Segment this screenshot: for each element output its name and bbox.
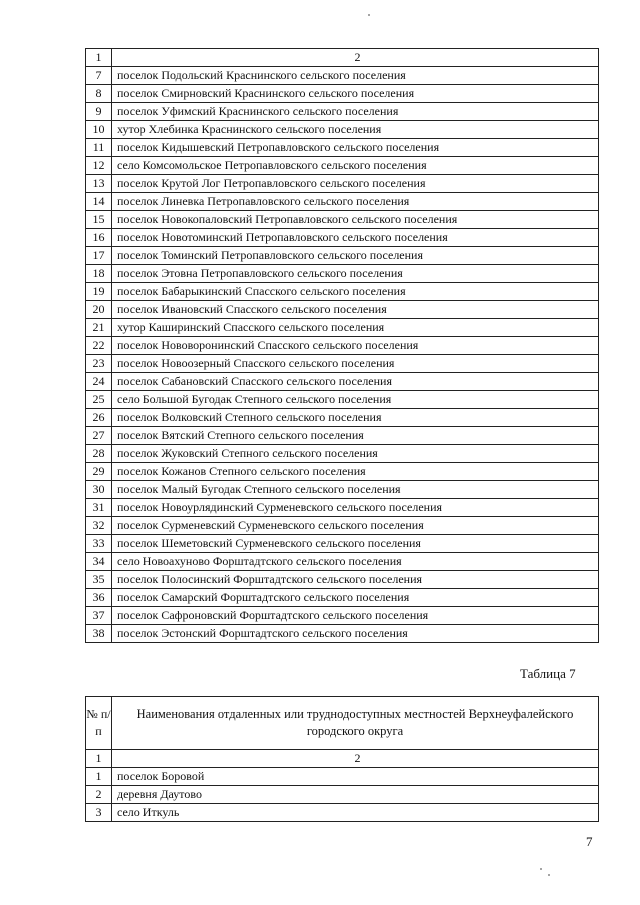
row-number-cell: 11 [86,139,112,157]
table-row [86,445,599,463]
table-row [86,355,599,373]
locality-name-cell: поселок Сафроновский Форштадтского сельского поселения [112,607,599,625]
locality-name-cell: поселок Полосинский Форштадтского сельского поселения [112,571,599,589]
table-row [86,301,599,319]
table-row [86,625,599,643]
locality-name-cell: село Иткуль [112,804,599,822]
row-number-cell: 19 [86,283,112,301]
table-column-number-row [86,49,599,67]
table-row [86,67,599,85]
table-row [86,139,599,157]
locality-name-cell: поселок Самарский Форштадтского сельского поселения [112,589,599,607]
row-number-cell: 12 [86,157,112,175]
row-number-cell: 28 [86,445,112,463]
table-row [86,553,599,571]
table-row [86,193,599,211]
table-row [86,373,599,391]
row-number-cell: 32 [86,517,112,535]
row-number-cell: 9 [86,103,112,121]
row-number-cell: 36 [86,589,112,607]
locality-name-cell: поселок Нововоронинский Спасского сельского поселения [112,337,599,355]
locality-name-cell: поселок Волковский Степного сельского поселения [112,409,599,427]
page-number: 7 [586,834,593,849]
locality-name-cell: поселок Бабарыкинский Спасского сельского поселения [112,283,599,301]
row-number-cell: 34 [86,553,112,571]
row-number-cell: 23 [86,355,112,373]
table-7-caption: Таблица 7 [520,666,576,681]
table-row [86,175,599,193]
row-number-cell: 3 [86,804,112,822]
table-row [86,517,599,535]
locality-name-cell: поселок Жуковский Степного сельского поселения [112,445,599,463]
table-7 [85,696,599,822]
table-row [86,499,599,517]
row-number-cell: 20 [86,301,112,319]
row-number-cell: 17 [86,247,112,265]
table-row [86,589,599,607]
locality-name-cell: поселок Кожанов Степного сельского поселения [112,463,599,481]
locality-name-cell: поселок Шеметовский Сурменевского сельского поселения [112,535,599,553]
scan-speck [548,874,550,876]
column-number-2: 2 [112,49,599,67]
table-header-row [86,697,599,750]
locality-name-cell: поселок Сурменевский Сурменевского сельского поселения [112,517,599,535]
table-row [86,85,599,103]
table-row [86,247,599,265]
table-row [86,804,599,822]
header-name-cell: Наименования отдаленных или труднодоступных местностей Верхнеуфалейского городского округа [112,697,599,750]
table-row [86,211,599,229]
row-number-cell: 25 [86,391,112,409]
locality-name-cell: поселок Эстонский Форштадтского сельского поселения [112,625,599,643]
locality-name-cell: поселок Подольский Краснинского сельского поселения [112,67,599,85]
locality-name-cell: поселок Смирновский Краснинского сельского поселения [112,85,599,103]
locality-name-cell: поселок Вятский Степного сельского поселения [112,427,599,445]
row-number-cell: 31 [86,499,112,517]
row-number-cell: 30 [86,481,112,499]
locality-name-cell: поселок Этовна Петропавловского сельского поселения [112,265,599,283]
locality-name-cell: хутор Хлебинка Краснинского сельского поселения [112,121,599,139]
table-row [86,607,599,625]
locality-name-cell: поселок Малый Бугодак Степного сельского поселения [112,481,599,499]
row-number-cell: 10 [86,121,112,139]
header-number-cell: № п/п [86,697,112,750]
table-row [86,121,599,139]
row-number-cell: 37 [86,607,112,625]
row-number-cell: 7 [86,67,112,85]
table-row [86,265,599,283]
locality-name-cell: поселок Новокопаловский Петропавловского сельского поселения [112,211,599,229]
row-number-cell: 13 [86,175,112,193]
locality-name-cell: поселок Новотоминский Петропавловского сельского поселения [112,229,599,247]
table-row [86,481,599,499]
table-row [86,229,599,247]
table-6-continuation [85,48,599,643]
table-row [86,427,599,445]
scan-speck [540,868,542,870]
table-row [86,535,599,553]
locality-name-cell: поселок Линевка Петропавловского сельского поселения [112,193,599,211]
locality-name-cell: поселок Томинский Петропавловского сельского поселения [112,247,599,265]
table-row [86,157,599,175]
scan-speck [368,14,370,16]
column-number-1: 1 [86,750,112,768]
locality-name-cell: поселок Крутой Лог Петропавловского сельского поселения [112,175,599,193]
row-number-cell: 1 [86,768,112,786]
table-row [86,319,599,337]
table-column-number-row [86,750,599,768]
table-row [86,463,599,481]
row-number-cell: 18 [86,265,112,283]
row-number-cell: 22 [86,337,112,355]
table-row [86,337,599,355]
locality-name-cell: село Новоахуново Форштадтского сельского поселения [112,553,599,571]
row-number-cell: 14 [86,193,112,211]
locality-name-cell: село Комсомольское Петропавловского сельского поселения [112,157,599,175]
row-number-cell: 26 [86,409,112,427]
row-number-cell: 38 [86,625,112,643]
column-number-2: 2 [112,750,599,768]
table-row [86,786,599,804]
locality-name-cell: поселок Ивановский Спасского сельского поселения [112,301,599,319]
locality-name-cell: поселок Кидышевский Петропавловского сельского поселения [112,139,599,157]
locality-name-cell: поселок Новоурлядинский Сурменевского сельского поселения [112,499,599,517]
locality-name-cell: деревня Даутово [112,786,599,804]
locality-name-cell: поселок Сабановский Спасского сельского поселения [112,373,599,391]
row-number-cell: 21 [86,319,112,337]
locality-name-cell: село Большой Бугодак Степного сельского поселения [112,391,599,409]
row-number-cell: 16 [86,229,112,247]
table-row [86,409,599,427]
table-row [86,391,599,409]
row-number-cell: 29 [86,463,112,481]
row-number-cell: 35 [86,571,112,589]
table-row [86,571,599,589]
row-number-cell: 33 [86,535,112,553]
locality-name-cell: поселок Боровой [112,768,599,786]
column-number-1: 1 [86,49,112,67]
row-number-cell: 24 [86,373,112,391]
row-number-cell: 27 [86,427,112,445]
locality-name-cell: хутор Каширинский Спасского сельского поселения [112,319,599,337]
locality-name-cell: поселок Уфимский Краснинского сельского поселения [112,103,599,121]
locality-name-cell: поселок Новоозерный Спасского сельского поселения [112,355,599,373]
row-number-cell: 8 [86,85,112,103]
row-number-cell: 15 [86,211,112,229]
row-number-cell: 2 [86,786,112,804]
table-row [86,283,599,301]
table-row [86,103,599,121]
table-row [86,768,599,786]
